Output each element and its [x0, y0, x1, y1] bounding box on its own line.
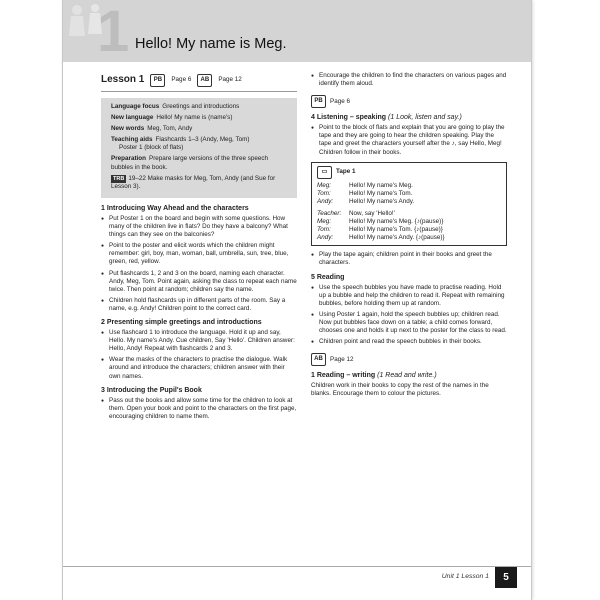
lesson-page-a: Page 6: [171, 75, 192, 83]
list-item: ● Put Poster 1 on the board and begin with some questions. How many of the children live in flats? Do they have a balcony? What things can they see on the balconies?: [101, 215, 297, 239]
preparation-label: Preparation: [111, 155, 146, 163]
page-12-row: [311, 353, 507, 366]
pupils-book-icon: PB: [150, 74, 165, 87]
section-5-heading: 5 Reading: [311, 273, 345, 281]
teaching-aids-label: Teaching aids: [111, 136, 153, 144]
unit-header: [63, 0, 531, 62]
activity-book-icon: AB: [197, 74, 212, 87]
tape-line: Tom: Hello! My name's Tom.: [317, 189, 413, 197]
section-4-list: [311, 124, 507, 156]
focus-label: Language focus: [111, 103, 160, 110]
section-2-heading: 2 Presenting simple greetings and introductions: [101, 318, 262, 326]
unit-number: 1: [97, 0, 130, 62]
section-3-list: [101, 397, 297, 421]
teaching-aids-value-2: Poster 1 (block of flats): [119, 144, 184, 152]
page-number: 5: [495, 567, 517, 588]
teaching-aids-value: Flashcards 1–3 (Andy, Meg, Tom): [155, 136, 250, 144]
activity-book-icon: AB: [311, 353, 326, 366]
lesson-summary-box: [101, 98, 297, 198]
new-language-label: New language: [111, 114, 154, 122]
list-item: ● Children point and read the speech bubbles in their books.: [311, 338, 507, 346]
trb-badge: TRB: [113, 175, 125, 182]
list-item: ● Put flashcards 1, 2 and 3 on the board, naming each character. Andy, Meg, Tom. Point again, asking the class to repeat each name twice. Then point at random; children say the name.: [101, 270, 297, 294]
tape-line: Andy: Hello! My name's Andy.: [317, 197, 415, 205]
list-item: ● Use flashcard 1 to introduce the language. Hold it up and say, Hello. My name's Andy. Cue children, Say 'Hello'. Children answer: Hello, Andy! Repeat with flashcards 2 and 3.: [101, 329, 297, 353]
section-5-list: [311, 284, 507, 347]
preparation-value: Prepare large versions of the three speech bubbles in the book.: [111, 155, 269, 171]
section-1-list: [101, 215, 297, 313]
tape-line: Meg: Hello! My name's Meg. {♪(pause)}: [317, 218, 444, 226]
right-intro-list: [311, 72, 507, 88]
lesson-page-b: Page 12: [218, 75, 242, 83]
tape-script-box: [311, 162, 507, 247]
list-item: ● Point to the poster and elicit words which the children might remember: girl, boy, man, woman, ball, umbrella, sun, tree, blue, green, red, yellow.: [101, 242, 297, 266]
list-item: ● Point to the block of flats and explain that you are going to play the tape and they are going to hear the children speaking. Play the tape and greet the characters yourself after the ♪, say Hello, Meg! Children follow in their books.: [311, 124, 507, 156]
list-item: ● Use the speech bubbles you have made to practise reading. Hold up a bubble and help the children to read it. Repeat with remaining bubbles, before holding them up at random.: [311, 284, 507, 308]
page-6-row: [311, 95, 507, 108]
new-words-label: New words: [111, 125, 145, 133]
new-words-value: Meg, Tom, Andy: [147, 125, 193, 133]
section-1-heading: 1 Introducing Way Ahead and the characters: [101, 204, 249, 212]
footer-text: Unit 1 Lesson 1: [441, 573, 489, 580]
pupils-book-icon: PB: [311, 95, 326, 108]
page-12-label: Page 12: [330, 355, 354, 363]
list-item: ● Pass out the books and allow some time for the children to look at them. Open your book and point to the characters on the first page, encouraging children to name them.: [101, 397, 297, 421]
list-item: ● Play the tape again; children point in their books and greet the characters.: [311, 251, 507, 267]
tape-line: Tom: Hello! My name's Tom. {♪(pause)}: [317, 226, 443, 234]
lesson-heading-row: [101, 72, 297, 92]
page-footer: [63, 566, 531, 588]
section-6-note: (1 Read and write.): [377, 372, 437, 380]
page-6-label: Page 6: [330, 97, 350, 105]
section-6-title: 1 Reading – writing: [311, 372, 376, 380]
new-language-value: Hello! My name is (name's): [156, 114, 233, 122]
tape-line: Meg: Hello! My name's Meg.: [317, 181, 413, 189]
section-4-heading: [311, 114, 507, 122]
section-2-list: [101, 329, 297, 381]
section-6-heading: [311, 372, 507, 380]
tape-line: Andy: Hello! My name's Andy. {♪(pause)}: [317, 234, 445, 242]
list-item: ● Wear the masks of the characters to practise the dialogue. Walk around and introduce the characters; children answer with their own names.: [101, 356, 297, 380]
unit-title: Hello! My name is Meg.: [135, 36, 287, 52]
focus-value: Greetings and introductions: [162, 103, 240, 110]
tape-line: Teacher: Now, say 'Hello!': [317, 209, 395, 217]
list-item: ● Encourage the children to find the characters on various pages and identify them aloud.: [311, 72, 507, 88]
section-6-body: Children work in their books to copy the rest of the names in the blanks. Encourage them to colour the pictures.: [311, 382, 489, 398]
section-4-title: 4 Listening – speaking: [311, 114, 387, 122]
right-column: [311, 72, 507, 399]
trb-value: 19–22 Make masks for Meg, Tom, Andy (and Sue for Lesson 3).: [111, 174, 276, 190]
lesson-title: Lesson 1: [101, 73, 145, 85]
list-item: ● Children hold flashcards up in different parts of the room. Say a name, e.g. Andy! Children point to the correct card.: [101, 297, 297, 313]
book-page: [62, 0, 532, 600]
cassette-icon: ▭: [317, 166, 332, 179]
tape-heading: [317, 166, 501, 179]
left-column: [101, 72, 297, 424]
after-tape-list: [311, 251, 507, 267]
section-3-heading: 3 Introducing the Pupil's Book: [101, 386, 202, 394]
section-4-note: (1 Look, listen and say.): [388, 114, 462, 122]
list-item: ● Using Poster 1 again, hold the speech bubbles up; children read. Now put bubbles face down on a table; a child comes forward, chooses one and holds it up next to the poster for the class to read.: [311, 311, 507, 335]
tape-title: Tape 1: [336, 168, 356, 176]
